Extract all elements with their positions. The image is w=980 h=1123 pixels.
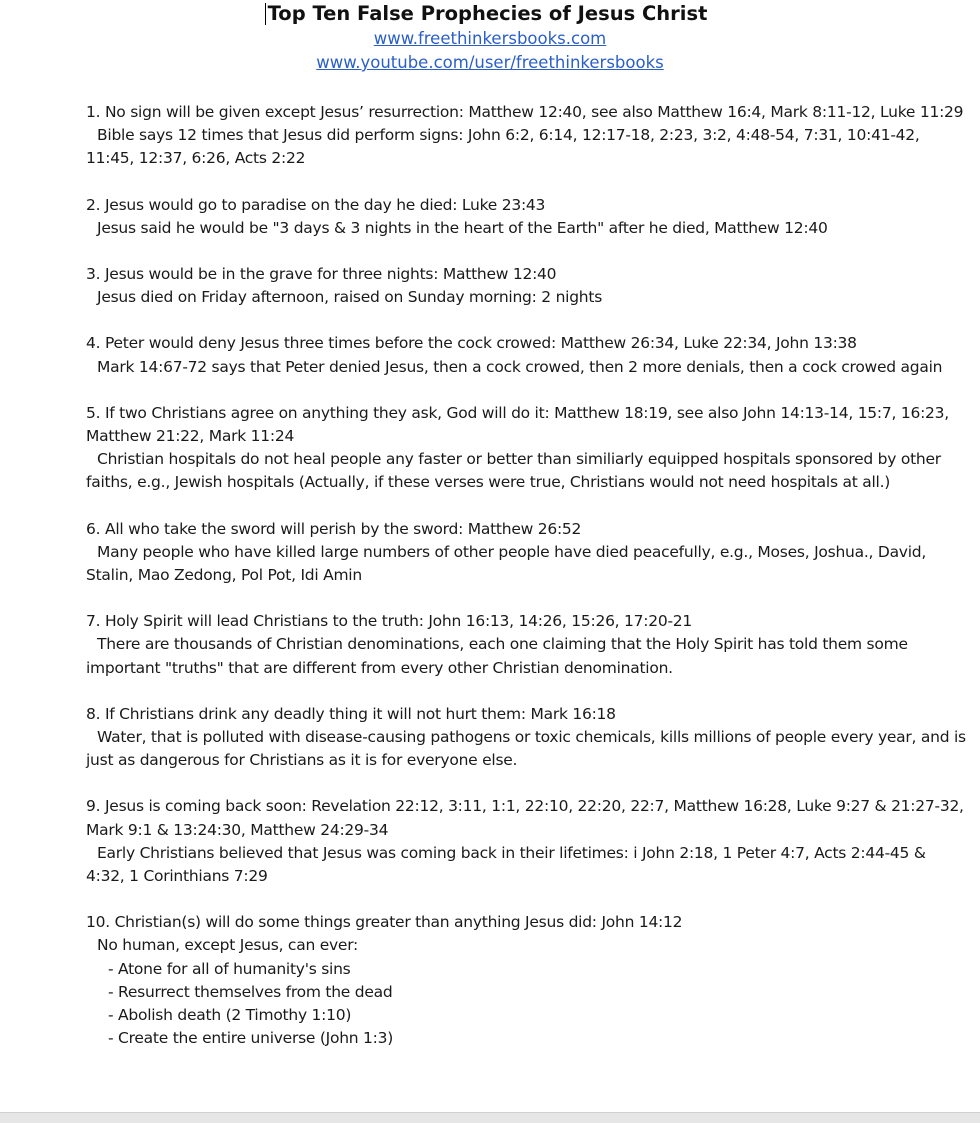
prophecy-rebuttal: There are thousands of Christian denominations, each one claiming that the Holy Spirit has told them some important "truths" that are different from every other Christian denomination. xyxy=(86,635,908,677)
prophecy-claim: 9. Jesus is coming back soon: Revelation 22:12, 3:11, 1:1, 22:10, 22:20, 22:7, Matthew 16:28, Luke 9:27 & 21:27-32, Mark 9:1 & 13:24:30, Matthew 24:29-34 xyxy=(86,797,964,839)
prophecy-rebuttal: Many people who have killed large numbers of other people have died peacefully, e.g., Moses, Joshua., David, Stalin, Mao Zedong, Pol Pot, Idi Amin xyxy=(86,542,927,585)
prophecy-item-8 xyxy=(86,703,966,773)
prophecy-item-1 xyxy=(86,101,966,171)
prophecy-rebuttal: Jesus died on Friday afternoon, raised on Sunday morning: 2 nights xyxy=(97,288,603,307)
prophecy-item-4 xyxy=(86,332,966,378)
prophecy-claim: 8. If Christians drink any deadly thing it will not hurt them: Mark 16:18 xyxy=(86,704,616,723)
prophecy-item-2 xyxy=(86,194,966,240)
prophecy-item-5 xyxy=(86,402,966,495)
rebuttal-point: - Resurrect themselves from the dead xyxy=(108,982,393,1001)
document-title: Top Ten False Prophecies of Jesus Christ xyxy=(267,2,708,25)
prophecy-claim: 6. All who take the sword will perish by the sword: Matthew 26:52 xyxy=(86,519,582,538)
prophecy-rebuttal: Bible says 12 times that Jesus did perform signs: John 6:2, 6:14, 12:17-18, 2:23, 3:2, 4:48-54, 7:31, 10:41-42, 11:45, 12:37, 6:26, Acts 2:22 xyxy=(86,126,920,168)
rebuttal-point: - Abolish death (2 Timothy 1:10) xyxy=(108,1006,352,1025)
prophecy-rebuttal: Christian hospitals do not heal people any faster or better than similiarly equipped hospitals sponsored by other faiths, e.g., Jewish hospitals (Actually, if these verses were true, Christians would not need hospitals at all.) xyxy=(86,450,941,492)
prophecy-list xyxy=(86,101,966,1074)
prophecy-claim: 3. Jesus would be in the grave for three nights: Matthew 12:40 xyxy=(86,265,557,284)
prophecy-rebuttal: Early Christians believed that Jesus was coming back in their lifetimes: i John 2:18, 1 Peter 4:7, Acts 2:44-45 & 4:32, 1 Corinthians 7:29 xyxy=(86,843,926,886)
prophecy-rebuttal: Jesus said he would be "3 days & 3 nights in the heart of the Earth" after he died, Matthew 12:40 xyxy=(97,218,828,237)
rebuttal-point: - Create the entire universe (John 1:3) xyxy=(108,1029,394,1048)
prophecy-rebuttal-intro: No human, except Jesus, can ever: xyxy=(97,936,359,955)
prophecy-item-6 xyxy=(86,518,966,588)
document-title-wrap xyxy=(265,0,708,28)
prophecy-rebuttal: Mark 14:67-72 says that Peter denied Jesus, then a cock crowed, then 2 more denials, then a cock crowed again xyxy=(97,357,943,376)
prophecy-item-3 xyxy=(86,263,966,309)
text-cursor xyxy=(265,3,266,25)
prophecy-rebuttal: Water, that is polluted with disease-causing pathogens or toxic chemicals, kills millions of people every year, and is just as dangerous for Christians as it is for everyone else. xyxy=(86,728,966,770)
prophecy-claim: 2. Jesus would go to paradise on the day he died: Luke 23:43 xyxy=(86,195,546,214)
rebuttal-point: - Atone for all of humanity's sins xyxy=(108,959,351,978)
website-link[interactable]: www.freethinkersbooks.com xyxy=(373,29,607,48)
window-bottom-edge xyxy=(0,1112,980,1123)
prophecy-item-10 xyxy=(86,911,966,1050)
prophecy-item-7 xyxy=(86,610,966,680)
prophecy-claim: 1. No sign will be given except Jesus’ resurrection: Matthew 12:40, see also Matthew 16:4, Mark 8:11-12, Luke 11:29 xyxy=(86,103,964,121)
prophecy-claim: 5. If two Christians agree on anything they ask, God will do it: Matthew 18:19, see also John 14:13-14, 15:7, 16:23, Matthew 21:22, Mark 11:24 xyxy=(86,403,949,446)
prophecy-claim: 10. Christian(s) will do some things greater than anything Jesus did: John 14:12 xyxy=(86,913,683,932)
prophecy-item-9 xyxy=(86,795,966,888)
youtube-link[interactable]: www.youtube.com/user/freethinkersbooks xyxy=(316,53,664,72)
prophecy-claim: 4. Peter would deny Jesus three times before the cock crowed: Matthew 26:34, Luke 22:34, John 13:38 xyxy=(86,334,857,353)
prophecy-claim: 7. Holy Spirit will lead Christians to the truth: John 16:13, 14:26, 15:26, 17:20-21 xyxy=(86,612,693,631)
document-header xyxy=(0,0,980,75)
